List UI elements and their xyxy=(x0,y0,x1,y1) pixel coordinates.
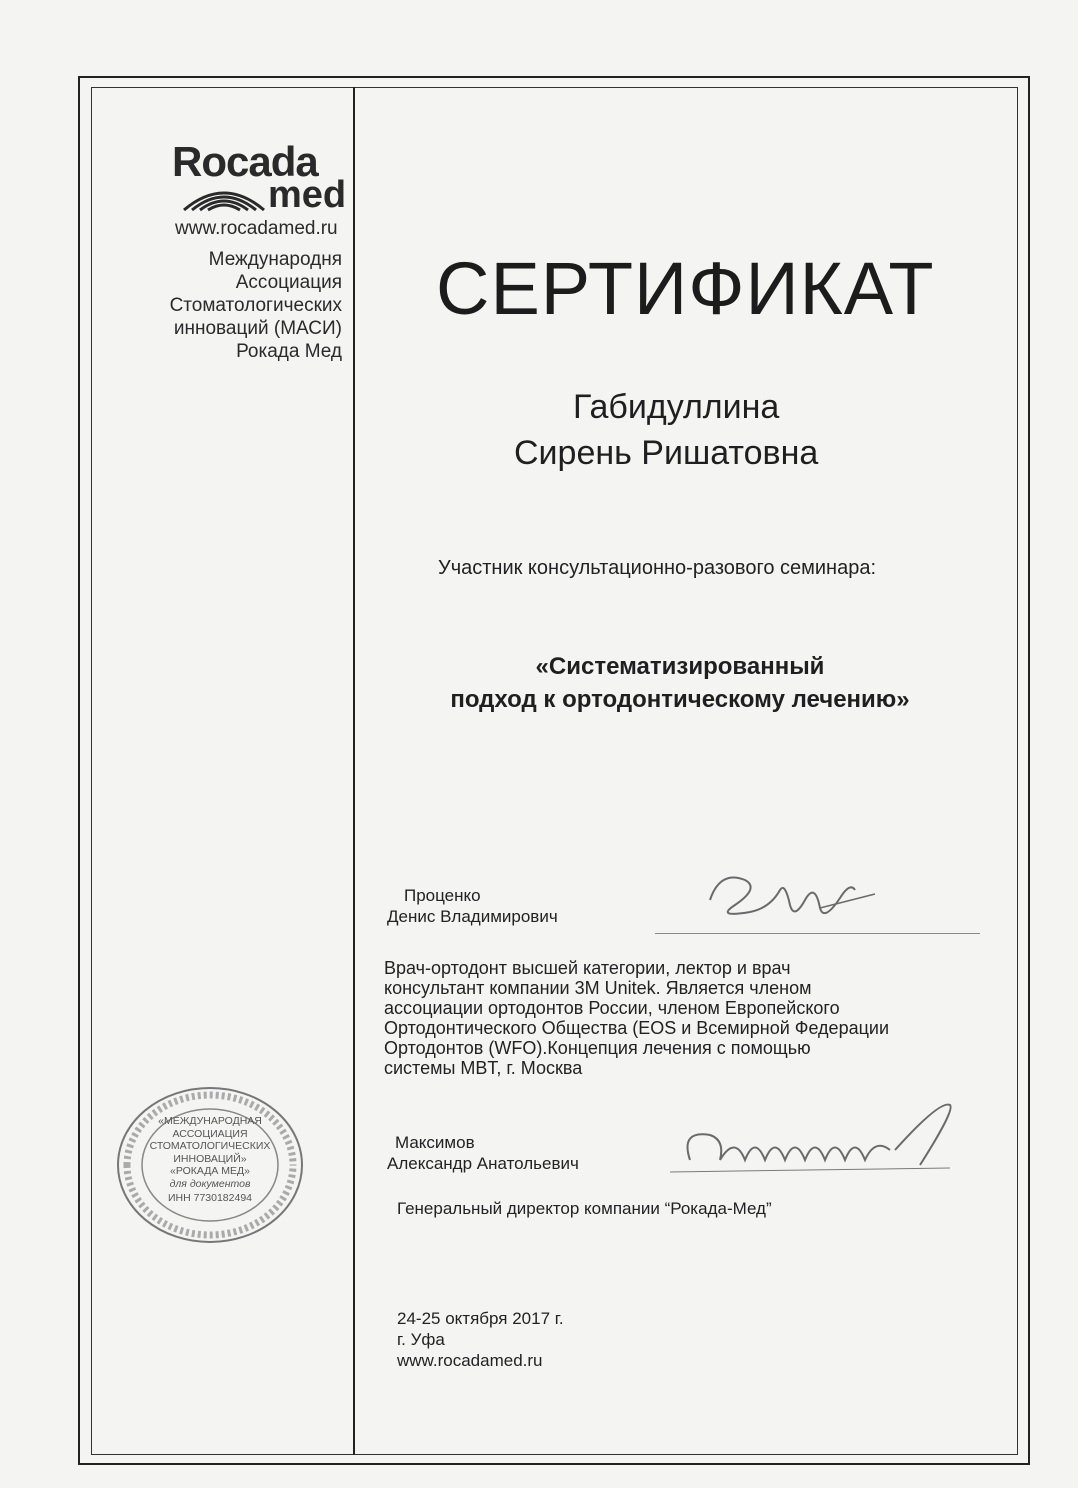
stamp-line: «МЕЖДУНАРОДНАЯ xyxy=(158,1115,262,1127)
bio-line: ассоциации ортодонтов России, членом Европейского xyxy=(384,998,840,1018)
stamp-line: для документов xyxy=(169,1177,251,1190)
lecturer-given-names: Денис Владимирович xyxy=(387,907,558,926)
event-city: г. Уфа xyxy=(397,1330,445,1349)
event-dates: 24-25 октября 2017 г. xyxy=(397,1309,564,1328)
stamp-line: АССОЦИАЦИЯ xyxy=(172,1127,248,1140)
organization-stamp xyxy=(115,1085,305,1245)
recipient-given-names: Сирень Ришатовна xyxy=(514,434,819,472)
lecturer-surname: Проценко xyxy=(404,886,481,905)
bio-line: Ортодонтов (WFO).Концепция лечения с помощью xyxy=(384,1038,811,1058)
seminar-title xyxy=(380,650,980,716)
director-signature xyxy=(650,1090,980,1180)
director-surname: Максимов xyxy=(395,1133,475,1152)
logo-waves-icon xyxy=(180,180,268,212)
lecturer-signature xyxy=(690,860,890,940)
org-line: Международня xyxy=(208,249,342,270)
logo-url: www.rocadamed.ru xyxy=(175,218,338,239)
stamp-line: ИННОВАЦИЙ» xyxy=(173,1152,247,1165)
stamp-inn: ИНН 7730182494 xyxy=(167,1192,253,1204)
participation-text: Участник консультационно-разового семинара: xyxy=(438,557,877,579)
recipient-surname: Габидуллина xyxy=(573,388,780,426)
vertical-divider xyxy=(353,87,355,1455)
rocadamed-logo xyxy=(172,140,362,220)
seminar-title-line: «Систематизированный xyxy=(535,653,825,680)
certificate-footer xyxy=(397,1308,564,1371)
director-given-names: Александр Анатольевич xyxy=(387,1154,579,1173)
certificate-title: СЕРТИФИКАТ xyxy=(436,247,935,330)
org-line: Рокада Мед xyxy=(236,341,342,362)
seminar-title-line: подход к ортодонтическому лечению» xyxy=(450,686,910,713)
bio-line: консультант компании 3M Unitek. Является членом xyxy=(384,978,812,998)
director-position: Генеральный директор компании “Рокада-Мед” xyxy=(397,1199,772,1218)
org-line: инноваций (МАСИ) xyxy=(173,318,342,339)
bio-line: Ортодонтического Общества (EOS и Всемирной Федерации xyxy=(384,1018,890,1038)
org-line: Ассоциация xyxy=(235,272,342,293)
footer-url: www.rocadamed.ru xyxy=(397,1351,543,1370)
logo-brand-top: Rocada xyxy=(172,138,318,185)
bio-line: системы MBT, г. Москва xyxy=(384,1058,583,1078)
stamp-line: СТОМАТОЛОГИЧЕСКИХ xyxy=(149,1140,271,1152)
stamp-line: «РОКАДА МЕД» xyxy=(170,1165,250,1177)
org-line: Стоматологических xyxy=(169,295,342,316)
logo-brand-bottom: med xyxy=(268,174,347,216)
organization-name xyxy=(142,248,342,363)
lecturer-bio xyxy=(384,958,1004,1078)
bio-line: Врач-ортодонт высшей категории, лектор и врач xyxy=(384,958,791,978)
